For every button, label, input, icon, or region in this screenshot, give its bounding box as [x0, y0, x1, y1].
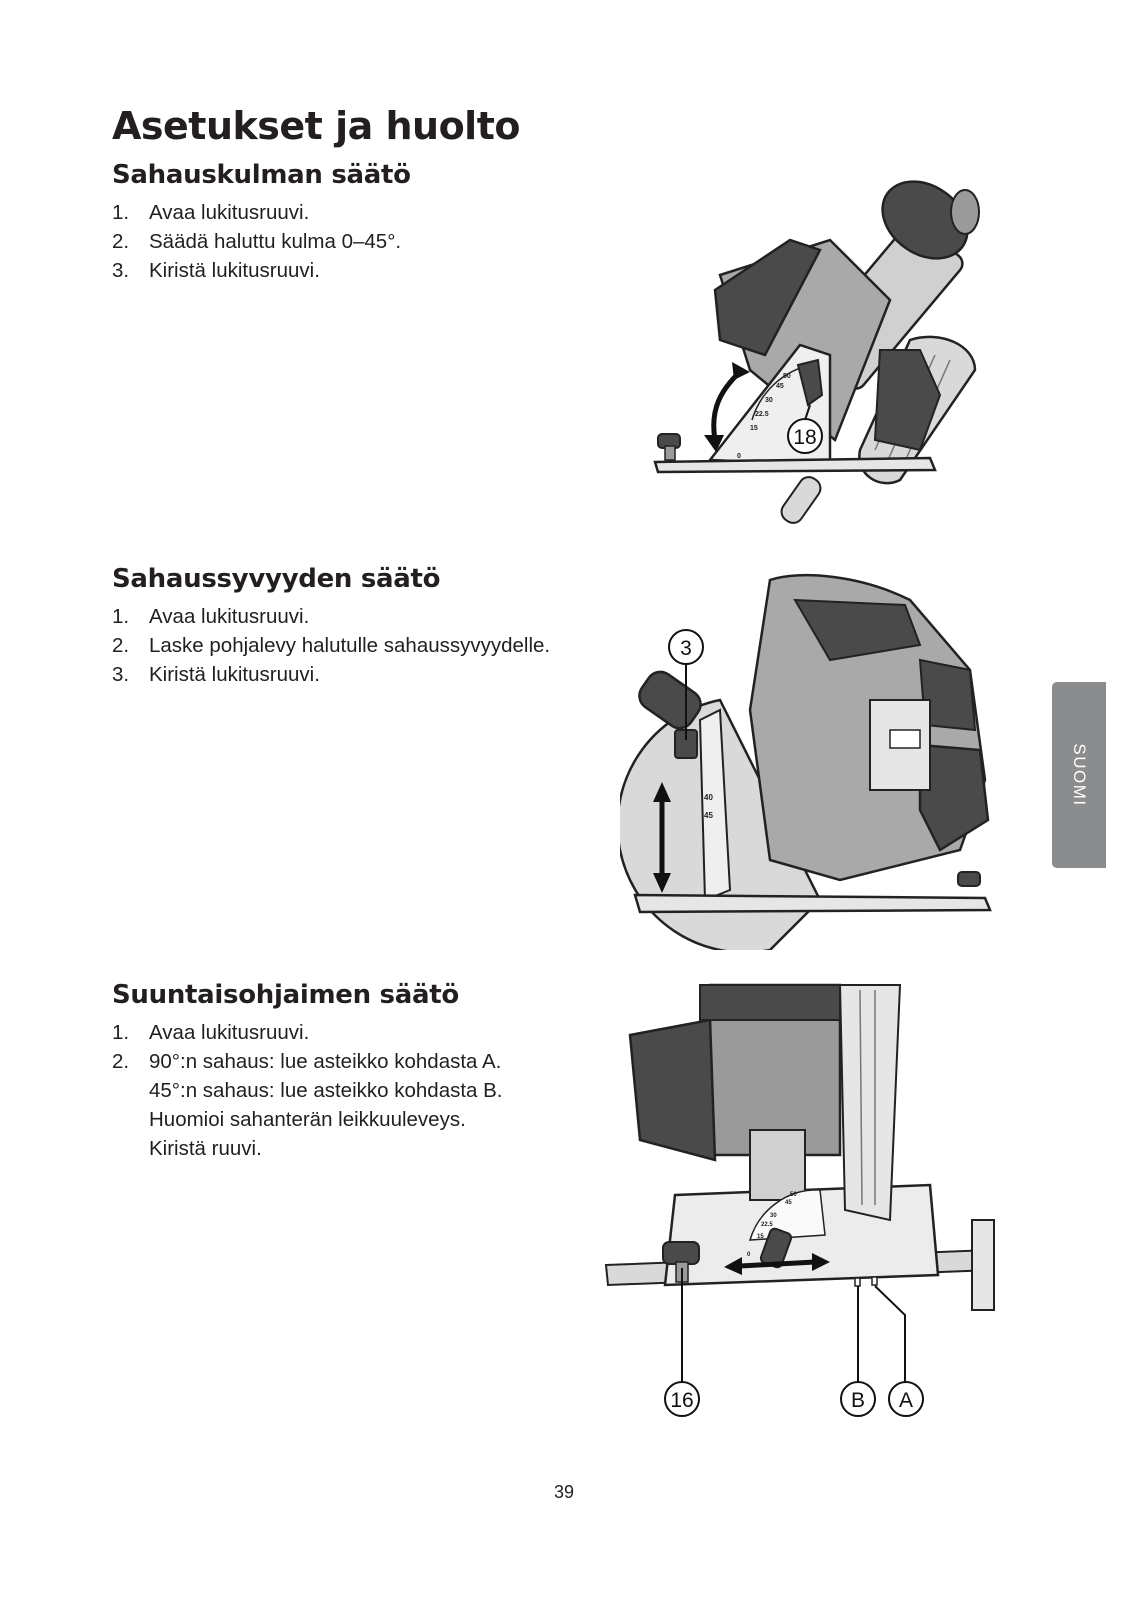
step-number: 1. — [112, 1021, 130, 1044]
step-item — [112, 198, 612, 227]
marker-b — [855, 1278, 860, 1286]
step-text: Huomioi sahanterän leikkuuleveys. — [149, 1108, 466, 1131]
bevel-scale-label: 15 — [750, 425, 758, 432]
depth-adjust-illustration — [620, 560, 996, 950]
step-item — [112, 1134, 612, 1163]
step-item — [112, 227, 612, 256]
language-tab — [1052, 682, 1106, 868]
step-number: 2. — [112, 1050, 130, 1073]
step-text: Säädä haluttu kulma 0–45°. — [149, 230, 402, 253]
section-cutting-depth — [112, 564, 612, 689]
step-list — [112, 1018, 612, 1163]
marker-a — [872, 1277, 877, 1285]
step-text: Avaa lukitusruuvi. — [149, 201, 310, 224]
step-text: Kiristä ruuvi. — [149, 1137, 262, 1160]
step-number — [112, 1134, 149, 1163]
saw-spindle — [778, 473, 825, 527]
step-item — [112, 602, 612, 631]
bevel-scale-label: 0 — [737, 453, 741, 460]
saw-base-plate — [635, 895, 990, 912]
step-item — [112, 1018, 612, 1047]
step-list — [112, 602, 612, 689]
step-item — [112, 660, 612, 689]
depth-scale-label: 40 — [704, 793, 713, 802]
step-item — [112, 1047, 612, 1076]
callout-b — [841, 1382, 875, 1416]
section-bevel-angle — [112, 160, 612, 285]
bevel-scale-label: 22.5 — [755, 411, 769, 418]
depth-scale-label: 45 — [704, 811, 713, 820]
guide-rail-end — [972, 1220, 994, 1310]
bevel-scale-label: 45 — [776, 383, 784, 390]
step-item — [112, 1076, 612, 1105]
step-text: Kiristä lukitusruuvi. — [149, 663, 320, 686]
saw-base-plate — [655, 458, 935, 472]
step-text: Avaa lukitusruuvi. — [149, 1021, 310, 1044]
section-heading: Sahaussyvyyden säätö — [112, 564, 441, 594]
bevel-scale-label: 50 — [790, 1192, 797, 1198]
page-number: 39 — [553, 1482, 575, 1502]
callout-label: 3 — [680, 637, 692, 660]
step-number: 2. — [112, 634, 130, 657]
step-item — [112, 631, 612, 660]
callout-leader — [875, 1286, 905, 1382]
callout-label: 16 — [670, 1389, 694, 1412]
step-text: Kiristä lukitusruuvi. — [149, 259, 320, 282]
saw-top-cover — [700, 985, 840, 1020]
step-text: Laske pohjalevy halutulle sahaussyvyydelle. — [149, 634, 551, 657]
step-number: 3. — [112, 259, 130, 282]
callout-label: A — [898, 1389, 914, 1412]
callout-label: B — [850, 1389, 866, 1412]
callout-label: 18 — [793, 426, 817, 449]
bevel-scale-label: 50 — [783, 373, 791, 380]
step-number: 3. — [112, 663, 130, 686]
section-parallel-guide — [112, 980, 612, 1163]
section-heading: Suuntaisohjaimen säätö — [112, 980, 459, 1010]
saw-knob-cap — [951, 190, 979, 234]
language-tab-label: SUOMI — [1070, 743, 1089, 807]
callout-3 — [669, 630, 703, 664]
step-number — [112, 1105, 149, 1134]
step-number: 1. — [112, 605, 130, 628]
bevel-scale-label: 22.5 — [761, 1222, 773, 1228]
guide-lock-knob — [663, 1242, 699, 1264]
bevel-scale-label: 15 — [757, 1234, 764, 1240]
saw-motor — [630, 1020, 715, 1160]
parallel-guide-illustration — [600, 980, 1000, 1420]
bevel-scale-label: 30 — [770, 1213, 777, 1219]
callout-16 — [665, 1382, 699, 1416]
bevel-scale-label: 0 — [747, 1252, 751, 1258]
step-number: 2. — [112, 230, 130, 253]
page-title: Asetukset ja huolto — [112, 104, 520, 148]
bevel-scale-label: 45 — [785, 1200, 792, 1206]
step-number: 1. — [112, 201, 130, 224]
bevel-scale-label: 30 — [765, 397, 773, 404]
bevel-adjust-illustration — [620, 150, 990, 540]
section-heading: Sahauskulman säätö — [112, 160, 411, 190]
step-list — [112, 198, 612, 285]
step-text: 90°:n sahaus: lue asteikko kohdasta A. — [149, 1050, 502, 1073]
saw-mount — [750, 1130, 805, 1200]
step-text: 45°:n sahaus: lue asteikko kohdasta B. — [149, 1079, 503, 1102]
step-item — [112, 1105, 612, 1134]
callout-18 — [788, 419, 822, 453]
step-item — [112, 256, 612, 285]
base-knob — [958, 872, 980, 886]
callout-a — [889, 1382, 923, 1416]
saw-blade-guard — [840, 985, 900, 1220]
step-number — [112, 1076, 149, 1105]
step-text: Avaa lukitusruuvi. — [149, 605, 310, 628]
